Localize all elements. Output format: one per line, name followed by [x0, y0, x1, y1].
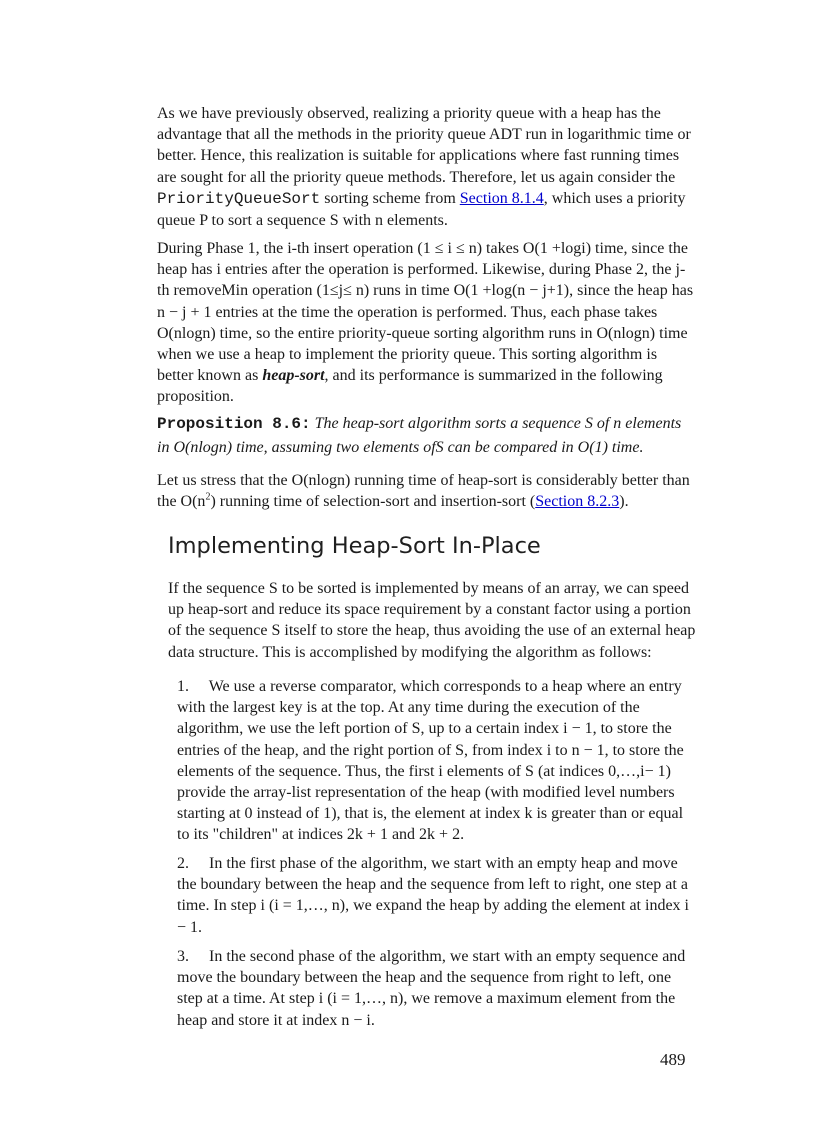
text-line: O(nlogn) time, so the entire priority-queue sorting algorithm runs in O(nlogn) time	[157, 324, 688, 342]
text-run: better known as	[157, 367, 263, 385]
text-line: data structure. This is accomplished by modifying the algorithm as follows:	[168, 643, 652, 661]
text-line: with the largest key is at the top. At any time during the execution of the	[177, 699, 640, 717]
text-line: proposition.	[157, 388, 234, 406]
text-line	[157, 413, 681, 435]
text-line: starting at 0 instead of 1), that is, the element at index k is greater than or equal	[177, 805, 684, 823]
text-line: the boundary between the heap and the sequence from left to right, one step at a	[177, 876, 688, 894]
text-run: , which uses a priority	[543, 189, 686, 207]
text-line: 1. We use a reverse comparator, which corresponds to a heap where an entry	[177, 678, 682, 695]
proposition-text: The heap-sort algorithm sorts a sequence S of n elements	[310, 415, 682, 432]
text-line: move the boundary between the heap and the sequence from right to left, one	[177, 969, 672, 987]
text-line: to its "children" at indices 2k + 1 and 2k + 2.	[177, 826, 465, 844]
phase-paragraph	[157, 238, 693, 408]
text-run: , and its performance is summarized in the following	[324, 367, 663, 385]
text-line: If the sequence S to be sorted is implemented by means of an array, we can speed	[168, 580, 689, 597]
section-link-8-2-3[interactable]: Section 8.2.3	[535, 493, 620, 511]
text-line: time. In step i (i = 1,…, n), we expand the heap by adding the element at index i	[177, 897, 689, 915]
text-line: n − j + 1 entries at the time the operation is performed. Thus, each phase takes	[157, 303, 658, 321]
term-heap-sort: heap-sort	[262, 367, 325, 385]
text-line: entries of the heap, and the right portion of S, from index i to n − 1, to store the	[177, 741, 684, 759]
text-line: 2. In the first phase of the algorithm, we start with an empty heap and move	[177, 855, 678, 872]
list-item	[177, 676, 684, 846]
inplace-paragraph	[168, 578, 695, 663]
proposition-label: Proposition 8.6:	[157, 415, 311, 433]
text-line: up heap-sort and reduce its space requirement by a constant factor using a portion	[168, 601, 691, 619]
text-line	[157, 188, 691, 210]
text-line: when we use a heap to implement the priority queue. This sorting algorithm is	[157, 346, 658, 364]
text-line: better. Hence, this realization is suitable for applications where fast running times	[157, 147, 680, 165]
list-item	[177, 946, 685, 1031]
text-line: algorithm, we use the left portion of S, up to a certain index i − 1, to store the	[177, 720, 672, 738]
page-number: 489	[660, 1050, 686, 1069]
text-line: advantage that all the methods in the priority queue ADT run in logarithmic time or	[157, 126, 691, 144]
text-line: During Phase 1, the i-th insert operation (1 ≤ i ≤ n) takes O(1 +logi) time, since the	[157, 240, 688, 257]
proposition	[157, 413, 681, 458]
text-run: ).	[619, 493, 629, 511]
superscript: 2	[205, 491, 211, 503]
code-priorityqueuesort: PriorityQueueSort	[157, 189, 321, 208]
text-line	[157, 491, 690, 512]
text-line: 3. In the second phase of the algorithm, we start with an empty sequence and	[177, 948, 686, 965]
section-heading: Implementing Heap-Sort In-Place	[168, 533, 541, 559]
text-line: Let us stress that the O(nlogn) running time of heap-sort is considerably better than	[157, 472, 690, 489]
stress-paragraph	[157, 470, 690, 512]
text-line	[157, 365, 693, 386]
text-line: elements of the sequence. Thus, the first i elements of S (at indices 0,…,i− 1)	[177, 762, 671, 780]
text-run: the O(n	[157, 493, 206, 511]
text-line: As we have previously observed, realizing a priority queue with a heap has the	[157, 105, 661, 122]
text-line: th removeMin operation (1≤j≤ n) runs in time O(1 +log(n − j+1), since the heap has	[157, 282, 694, 300]
text-line: of the sequence S itself to store the heap, thus avoiding the use of an external heap	[168, 622, 696, 640]
proposition-text: in O(nlogn) time, assuming two elements ofS can be compared in O(1) time.	[157, 439, 644, 457]
text-line: are sought for all the priority queue methods. Therefore, let us again consider the	[157, 168, 676, 186]
text-run: ) running time of selection-sort and insertion-sort (	[210, 493, 536, 511]
intro-paragraph	[157, 103, 691, 231]
text-line: heap and store it at index n − i.	[177, 1011, 375, 1029]
list-item	[177, 853, 689, 938]
text-run: sorting scheme from	[320, 189, 460, 207]
text-line: queue P to sort a sequence S with n elements.	[157, 212, 448, 230]
text-line	[157, 437, 681, 458]
text-line: provide the array-list representation of the heap (with modified level numbers	[177, 784, 675, 802]
text-line: − 1.	[177, 918, 203, 936]
text-line: step at a time. At step i (i = 1,…, n), we remove a maximum element from the	[177, 990, 676, 1008]
text-line: heap has i entries after the operation is performed. Likewise, during Phase 2, the j-	[157, 261, 686, 279]
section-link-8-1-4[interactable]: Section 8.1.4	[459, 189, 544, 207]
